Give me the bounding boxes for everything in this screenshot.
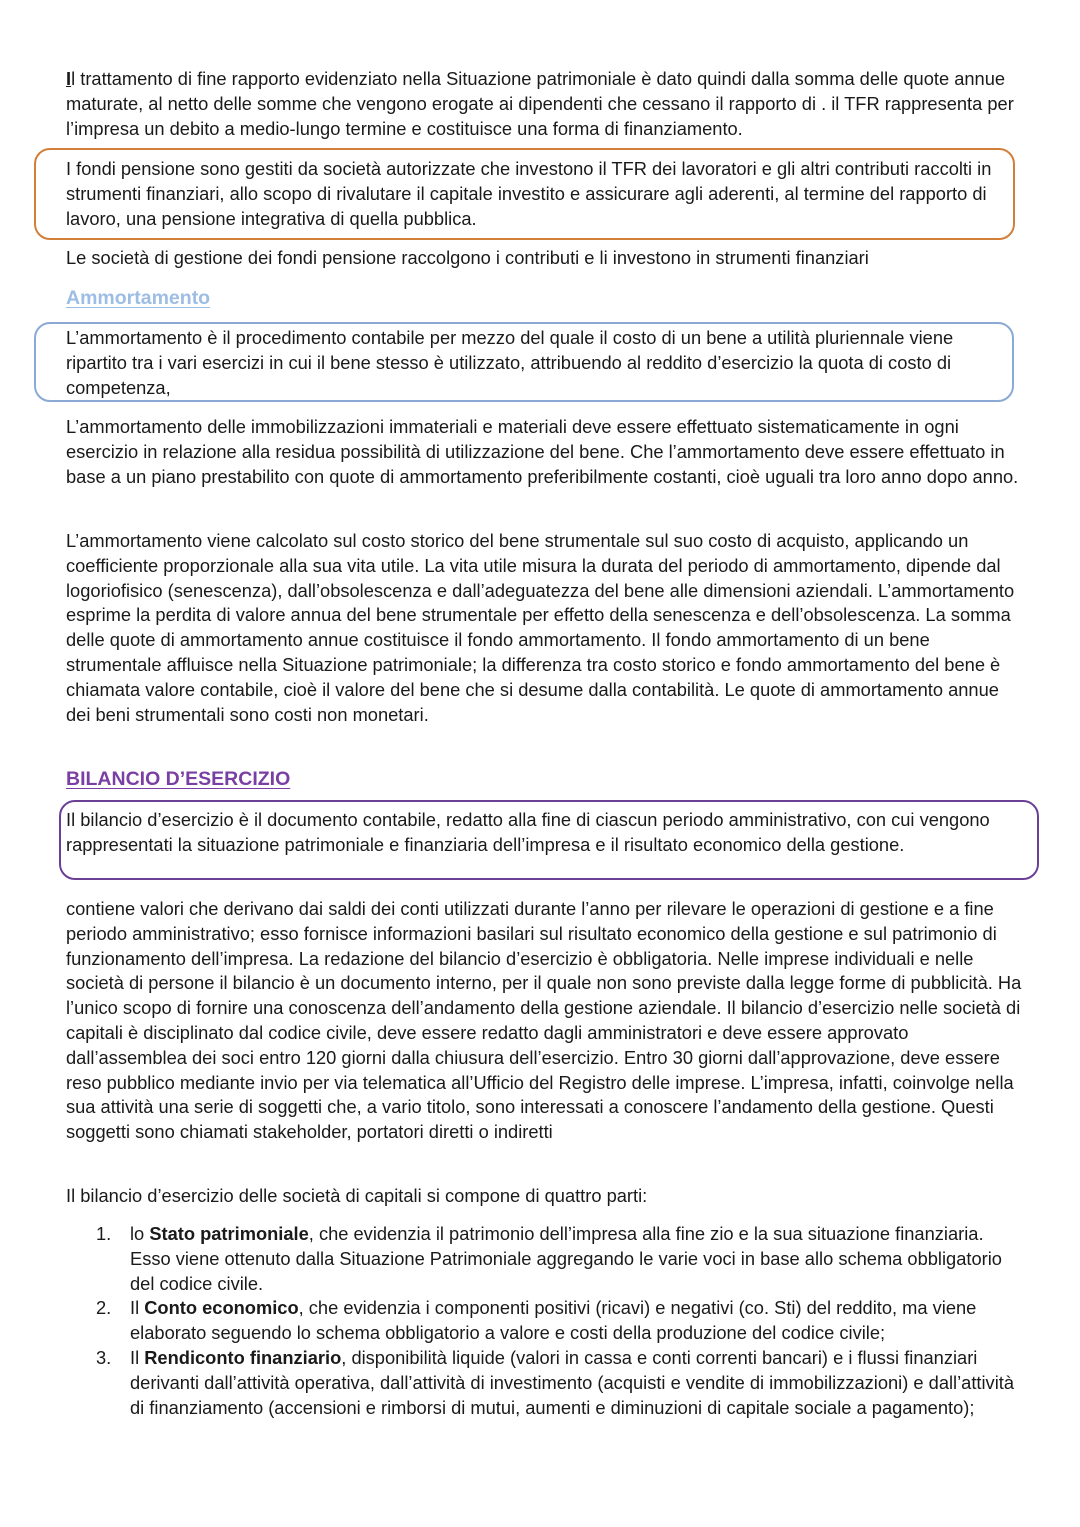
bilancio-parts-list bbox=[66, 1222, 1026, 1420]
list-item-text: , che evidenzia i componenti positivi (ricavi) e negativi (co. Sti) del reddito, ma viene elaborato seguendo lo schema obbligatorio a valore e costi della produzione del codice civile; bbox=[130, 1297, 977, 1344]
list-item bbox=[66, 1296, 1026, 1346]
list-number: 2. bbox=[96, 1297, 112, 1319]
ammortamento-paragraph-2: L’ammortamento viene calcolato sul costo storico del bene strumentale sul suo costo di acquisto, applicando un coefficiente proporzionale alla sua vita utile. La vita utile misura la durata del periodo di ammortamento, dipende dal logoriofisico (senescenza), dall’obsolescenza e dall’adeguatezza del bene alle dimensioni aziendali. L’ammortamento esprime la perdita di valore annua del bene strumentale per effetto della senescenza e dell’obsolescenza. La somma delle quote di ammortamento annue costituisce il fondo ammortamento. Il fondo ammortamento di un bene strumentale affluisce nella Situazione patrimoniale; la differenza tra costo storico e fondo ammortamento del bene è chiamata valore contabile, cioè il valore del bene che si desume dalla contabilità. Le quote di ammortamento annue dei beni strumentali sono costi non monetari. bbox=[66, 530, 1015, 725]
fondi-pensione-definition: I fondi pensione sono gestiti da società autorizzate che investono il TFR dei lavoratori e gli altri contributi raccolti in strumenti finanziari, allo scopo di rivalutare il capitale investito e assicurare agli aderenti, al termine del rapporto di lavoro, una pensione integrativa di quella pubblica. bbox=[66, 158, 992, 229]
list-item-text: , che evidenzia il patrimonio dell’impresa alla fine zio e la sua situazione finanziaria. Esso viene ottenuto dalla Situazione Patrimoniale aggregando le varie voci in base allo schema obbligatorio del codice civile. bbox=[130, 1223, 1002, 1294]
list-item-text: , disponibilità liquide (valori in cassa e conti correnti bancari) e i flussi finanziari derivanti dall’attività operativa, dall’attività di investimento (acquisti e vendite di immobilizzazioni) e dall’attività di finanziamento (accensioni e rimborsi di mutui, aumenti e diminuzioni di capitale sociale a pagamento); bbox=[130, 1346, 1015, 1418]
tfr-first-letter: I bbox=[66, 68, 72, 89]
ammortamento-definition: L’ammortamento è il procedimento contabile per mezzo del quale il costo di un bene a utilità pluriennale viene ripartito tra i vari esercizi in cui il bene stesso è utilizzato, attribuendo al reddito d’esercizio la quota di costo di competenza, bbox=[66, 327, 954, 398]
tfr-text: l trattamento di fine rapporto evidenziato nella Situazione patrimoniale è dato quindi dalla somma delle quote annue maturate, al netto delle somme che vengono erogate ai dipendenti che cessano il rapporto di . il TFR rappresenta per l’impresa un debito a medio-lungo termine e costituisce una forma di finanziamento. bbox=[66, 68, 1014, 139]
bilancio-heading: BILANCIO D’ESERCIZIO bbox=[66, 768, 291, 790]
bilancio-paragraph-2: Il bilancio d’esercizio delle società di capitali si compone di quattro parti: bbox=[66, 1185, 648, 1206]
list-item-term: Stato patrimoniale bbox=[149, 1223, 309, 1244]
list-number: 1. bbox=[96, 1223, 112, 1244]
list-item-prefix: Il bbox=[130, 1346, 145, 1368]
list-item-prefix: lo bbox=[130, 1223, 150, 1244]
ammortamento-heading: Ammortamento bbox=[66, 287, 211, 309]
list-item-term: Rendiconto finanziario bbox=[144, 1346, 342, 1368]
list-item-term: Conto economico bbox=[144, 1297, 299, 1319]
bilancio-paragraph-1: contiene valori che derivano dai saldi dei conti utilizzati durante l’anno per rilevare le operazioni di gestione e a fine periodo amministrativo; esso fornisce informazioni basilari sul risultato economico della gestione e sul patrimonio di funzionamento dell’impresa. La redazione del bilancio d’esercizio è obbligatoria. Nelle imprese individuali e nelle società di persone il bilancio è un documento interno, per il quale non sono previste dalla legge forme di pubblicità. Ha l’unico scopo di fornire una conoscenza dell’andamento della gestione aziendale. Il bilancio d’esercizio nelle società di capitali è disciplinato dal codice civile, deve essere redatto dagli amministratori e deve essere approvato dall’assemblea dei soci entro 120 giorni dalla chiusura dell’esercizio. Entro 30 giorni dall’approvazione, deve essere reso pubblico mediante invio per via telematica all’Ufficio del Registro delle imprese. L’impresa, infatti, coinvolge nella sua attività una serie di soggetti che, a vario titolo, sono interessati a conoscere l’andamento della gestione. Questi soggetti sono chiamati stakeholder, portatori diretti o indiretti bbox=[66, 898, 1022, 1143]
list-item bbox=[66, 1346, 1026, 1420]
fondi-pensione-note: Le società di gestione dei fondi pensione raccolgono i contributi e li investono in strumenti finanziari bbox=[66, 247, 869, 268]
list-item bbox=[66, 1222, 1026, 1296]
list-item-prefix: Il bbox=[130, 1297, 145, 1319]
ammortamento-paragraph-1: L’ammortamento delle immobilizzazioni immateriali e materiali deve essere effettuato sistematicamente in ogni esercizio in relazione alla residua possibilità di utilizzazione del bene. Che l’ammortamento deve essere effettuato in base a un piano prestabilito con quote di ammortamento preferibilmente costanti, cioè uguali tra loro anno dopo anno. bbox=[66, 416, 1019, 487]
list-number: 3. bbox=[96, 1346, 112, 1368]
bilancio-definition: Il bilancio d’esercizio è il documento contabile, redatto alla fine di ciascun periodo amministrativo, con cui vengono rappresentati la situazione patrimoniale e finanziaria dell’impresa e il risultato economico della gestione. bbox=[66, 809, 990, 855]
tfr-paragraph bbox=[66, 67, 1026, 141]
